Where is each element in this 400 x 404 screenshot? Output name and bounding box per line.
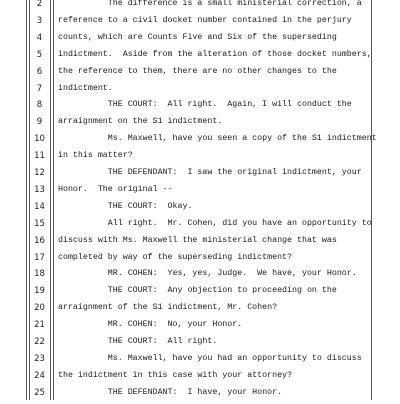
line-text: The difference is a small ministerial correction, a — [58, 0, 362, 8]
transcript-line — [0, 14, 400, 32]
transcript-line — [0, 82, 400, 100]
line-number: 18 — [34, 269, 45, 280]
line-number: 8 — [36, 100, 43, 111]
transcript-line — [0, 115, 400, 133]
transcript-line — [0, 335, 400, 353]
line-text: discuss with Ms. Maxwell the ministerial change that was — [58, 235, 337, 245]
transcript-line — [0, 217, 400, 235]
line-number: 20 — [34, 303, 45, 314]
line-text: counts, which are Counts Five and Six of the superseding — [58, 32, 337, 42]
line-text: MR. COHEN: Yes, yes, Judge. We have, your Honor. — [58, 269, 357, 279]
transcript-line — [0, 0, 400, 15]
line-number: 4 — [36, 32, 43, 43]
line-text: indictment. Aside from the alteration of those docket numbers, — [58, 49, 372, 59]
transcript-line — [0, 31, 400, 49]
transcript-line — [0, 65, 400, 83]
line-number: 14 — [34, 201, 45, 212]
line-number: 2 — [36, 0, 43, 9]
line-text: THE COURT: Okay. — [58, 201, 193, 211]
transcript-line — [0, 318, 400, 336]
transcript-line — [0, 234, 400, 252]
line-text: THE COURT: All right. Again, I will conduct the — [58, 100, 352, 110]
line-text: Ms. Maxwell, have you seen a copy of the S1 indictment — [58, 134, 377, 144]
transcript-line — [0, 369, 400, 387]
line-number: 22 — [34, 337, 45, 347]
line-text: completed by way of the superseding indictment? — [58, 252, 293, 262]
line-text: Honor. The original -- — [58, 184, 173, 194]
transcript-line — [0, 267, 400, 285]
line-text: arraignment on the S1 indictment. — [58, 117, 223, 127]
line-number: 16 — [34, 235, 45, 246]
transcript-line — [0, 352, 400, 370]
line-number: 13 — [34, 184, 45, 195]
line-text: the reference to them, there are no other changes to the — [58, 66, 337, 76]
line-text: THE DEFENDANT: I saw the original indictment, your — [58, 168, 362, 177]
line-text: the indictment in this case with your attorney? — [58, 370, 293, 380]
line-number: 25 — [34, 387, 45, 398]
line-number: 15 — [34, 218, 45, 229]
line-number: 11 — [34, 151, 45, 162]
line-number: 19 — [34, 286, 45, 297]
transcript-line — [0, 132, 400, 150]
line-number: 12 — [34, 168, 45, 178]
line-text: reference to a civil docket number contained in the perjury — [58, 15, 352, 25]
line-text: THE COURT: All right. — [58, 337, 218, 346]
transcript-line — [0, 98, 400, 116]
transcript-line — [0, 284, 400, 302]
line-text: arraignment of the S1 indictment, Mr. Cohen? — [58, 303, 278, 313]
line-text: Ms. Maxwell, have you had an opportunity to discuss — [58, 353, 362, 363]
transcript-line — [0, 183, 400, 201]
transcript-line — [0, 386, 400, 404]
line-text: MR. COHEN: No, your Honor. — [58, 320, 243, 330]
line-text: THE COURT: Any objection to proceeding on the — [58, 286, 337, 296]
transcript-line — [0, 301, 400, 319]
line-number: 7 — [36, 83, 43, 94]
transcript-line — [0, 251, 400, 269]
line-number: 5 — [36, 49, 43, 60]
line-number: 9 — [36, 117, 43, 128]
line-number: 3 — [36, 15, 43, 26]
line-text: in this matter? — [58, 151, 133, 161]
transcript-line — [0, 200, 400, 218]
line-number: 6 — [36, 66, 43, 77]
line-text: All right. Mr. Cohen, did you have an opportunity to — [58, 218, 372, 228]
line-number: 21 — [34, 320, 45, 331]
line-number: 24 — [34, 370, 45, 381]
line-text: indictment. — [58, 83, 113, 93]
transcript-line — [0, 149, 400, 167]
line-number: 23 — [34, 353, 45, 364]
transcript-line — [0, 166, 400, 184]
line-number: 10 — [34, 134, 45, 145]
line-text: THE DEFENDANT: I have, your Honor. — [58, 387, 283, 397]
line-number: 17 — [34, 252, 45, 263]
transcript-line — [0, 48, 400, 66]
